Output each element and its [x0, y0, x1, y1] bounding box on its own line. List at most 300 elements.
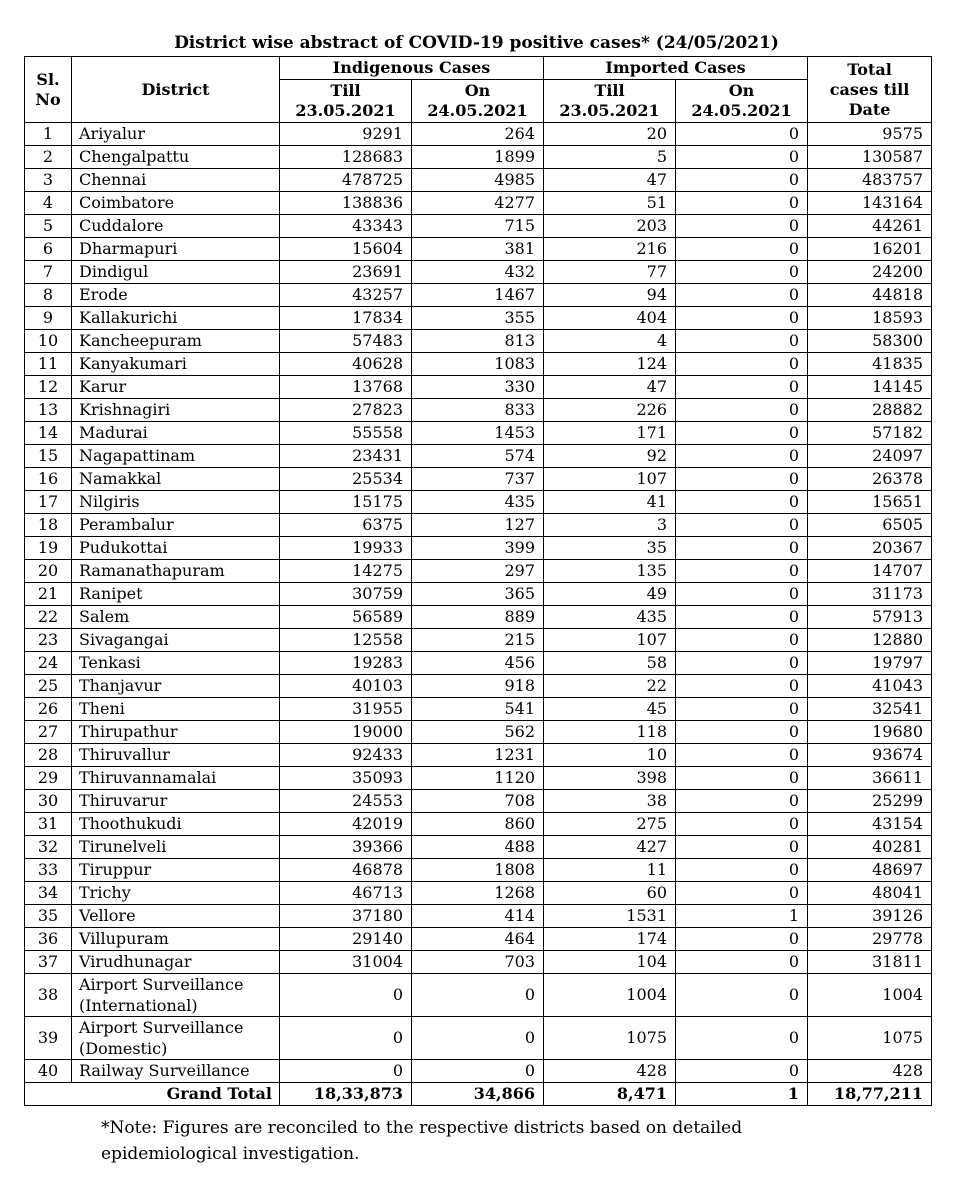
row-district: Kanyakumari [72, 353, 280, 376]
row-imported-on: 0 [676, 951, 808, 974]
row-indigenous-on: 264 [412, 123, 544, 146]
row-imported-on: 0 [676, 238, 808, 261]
row-imported-till: 104 [544, 951, 676, 974]
table-row [25, 192, 932, 215]
row-imported-till: 5 [544, 146, 676, 169]
row-total: 130587 [808, 146, 932, 169]
row-district: Airport Surveillance (International) [72, 974, 280, 1017]
row-indigenous-on: 365 [412, 583, 544, 606]
row-total: 6505 [808, 514, 932, 537]
row-indigenous-on: 708 [412, 790, 544, 813]
row-district: Ramanathapuram [72, 560, 280, 583]
header-total: Total cases till Date [808, 57, 932, 123]
row-total: 19797 [808, 652, 932, 675]
row-total: 28882 [808, 399, 932, 422]
row-imported-till: 107 [544, 629, 676, 652]
row-district: Salem [72, 606, 280, 629]
table-row [25, 238, 932, 261]
grand-total-label: Grand Total [25, 1083, 280, 1106]
row-sl-no: 33 [25, 859, 72, 882]
row-indigenous-till: 23431 [280, 445, 412, 468]
table-row [25, 606, 932, 629]
table-row [25, 928, 932, 951]
row-sl-no: 21 [25, 583, 72, 606]
row-imported-till: 92 [544, 445, 676, 468]
row-imported-till: 435 [544, 606, 676, 629]
header-district: District [72, 57, 280, 123]
row-indigenous-on: 127 [412, 514, 544, 537]
table-row [25, 974, 932, 1017]
row-district: Kallakurichi [72, 307, 280, 330]
row-indigenous-till: 14275 [280, 560, 412, 583]
row-indigenous-till: 46713 [280, 882, 412, 905]
row-imported-on: 0 [676, 468, 808, 491]
row-district: Chennai [72, 169, 280, 192]
row-imported-on: 0 [676, 169, 808, 192]
row-imported-on: 0 [676, 928, 808, 951]
row-imported-till: 45 [544, 698, 676, 721]
row-indigenous-on: 464 [412, 928, 544, 951]
table-row [25, 330, 932, 353]
row-imported-on: 0 [676, 882, 808, 905]
row-indigenous-till: 0 [280, 1017, 412, 1060]
row-sl-no: 37 [25, 951, 72, 974]
row-sl-no: 29 [25, 767, 72, 790]
row-district: Ranipet [72, 583, 280, 606]
row-sl-no: 28 [25, 744, 72, 767]
table-row [25, 767, 932, 790]
row-imported-on: 0 [676, 422, 808, 445]
grand-total-row [25, 1083, 932, 1106]
row-indigenous-till: 15175 [280, 491, 412, 514]
row-indigenous-on: 1453 [412, 422, 544, 445]
row-indigenous-till: 17834 [280, 307, 412, 330]
row-imported-till: 22 [544, 675, 676, 698]
table-row [25, 468, 932, 491]
row-sl-no: 24 [25, 652, 72, 675]
row-total: 25299 [808, 790, 932, 813]
page-title: District wise abstract of COVID-19 positive cases* (24/05/2021) [174, 33, 779, 53]
table-row [25, 215, 932, 238]
row-district: Thirupathur [72, 721, 280, 744]
row-indigenous-on: 1899 [412, 146, 544, 169]
row-district: Madurai [72, 422, 280, 445]
row-imported-till: 174 [544, 928, 676, 951]
row-total: 32541 [808, 698, 932, 721]
row-indigenous-till: 55558 [280, 422, 412, 445]
row-indigenous-till: 24553 [280, 790, 412, 813]
row-sl-no: 40 [25, 1060, 72, 1083]
row-sl-no: 7 [25, 261, 72, 284]
row-imported-on: 0 [676, 859, 808, 882]
row-total: 24200 [808, 261, 932, 284]
row-district: Airport Surveillance (Domestic) [72, 1017, 280, 1060]
row-sl-no: 1 [25, 123, 72, 146]
row-indigenous-till: 13768 [280, 376, 412, 399]
row-sl-no: 38 [25, 974, 72, 1017]
row-district: Nilgiris [72, 491, 280, 514]
table-row [25, 491, 932, 514]
row-imported-on: 0 [676, 123, 808, 146]
row-sl-no: 23 [25, 629, 72, 652]
row-indigenous-till: 56589 [280, 606, 412, 629]
table-row [25, 284, 932, 307]
row-imported-on: 0 [676, 583, 808, 606]
row-total: 48041 [808, 882, 932, 905]
row-indigenous-on: 456 [412, 652, 544, 675]
row-indigenous-till: 92433 [280, 744, 412, 767]
row-district: Theni [72, 698, 280, 721]
row-imported-on: 0 [676, 192, 808, 215]
table-row [25, 675, 932, 698]
table-row [25, 123, 932, 146]
row-total: 16201 [808, 238, 932, 261]
row-district: Virudhunagar [72, 951, 280, 974]
row-total: 12880 [808, 629, 932, 652]
row-imported-on: 0 [676, 974, 808, 1017]
row-total: 14145 [808, 376, 932, 399]
row-indigenous-on: 737 [412, 468, 544, 491]
row-total: 15651 [808, 491, 932, 514]
row-indigenous-on: 715 [412, 215, 544, 238]
row-imported-till: 428 [544, 1060, 676, 1083]
row-indigenous-on: 1808 [412, 859, 544, 882]
row-indigenous-till: 19283 [280, 652, 412, 675]
row-district: Thiruvarur [72, 790, 280, 813]
row-indigenous-on: 4985 [412, 169, 544, 192]
row-sl-no: 4 [25, 192, 72, 215]
row-indigenous-till: 39366 [280, 836, 412, 859]
row-imported-till: 1531 [544, 905, 676, 928]
row-imported-till: 124 [544, 353, 676, 376]
row-indigenous-on: 215 [412, 629, 544, 652]
row-imported-till: 135 [544, 560, 676, 583]
row-indigenous-till: 138836 [280, 192, 412, 215]
header-imported-till: Till 23.05.2021 [544, 80, 676, 123]
grand-total-imported-till: 8,471 [544, 1083, 676, 1106]
row-imported-on: 0 [676, 698, 808, 721]
row-indigenous-on: 918 [412, 675, 544, 698]
row-district: Thoothukudi [72, 813, 280, 836]
row-indigenous-till: 46878 [280, 859, 412, 882]
row-indigenous-on: 297 [412, 560, 544, 583]
grand-total-indigenous-on: 34,866 [412, 1083, 544, 1106]
row-imported-on: 0 [676, 629, 808, 652]
row-indigenous-till: 19933 [280, 537, 412, 560]
row-indigenous-on: 1083 [412, 353, 544, 376]
row-imported-on: 0 [676, 399, 808, 422]
row-sl-no: 22 [25, 606, 72, 629]
row-district: Ariyalur [72, 123, 280, 146]
table-row [25, 1017, 932, 1060]
row-indigenous-till: 19000 [280, 721, 412, 744]
row-total: 40281 [808, 836, 932, 859]
table-row [25, 146, 932, 169]
row-imported-on: 0 [676, 537, 808, 560]
row-total: 44818 [808, 284, 932, 307]
row-imported-till: 1075 [544, 1017, 676, 1060]
row-imported-on: 0 [676, 836, 808, 859]
row-indigenous-on: 1268 [412, 882, 544, 905]
row-indigenous-till: 25534 [280, 468, 412, 491]
row-sl-no: 20 [25, 560, 72, 583]
row-indigenous-till: 31004 [280, 951, 412, 974]
row-indigenous-on: 703 [412, 951, 544, 974]
row-imported-on: 0 [676, 215, 808, 238]
table-row [25, 629, 932, 652]
row-district: Thiruvallur [72, 744, 280, 767]
row-indigenous-on: 0 [412, 1060, 544, 1083]
row-imported-till: 47 [544, 376, 676, 399]
row-indigenous-on: 355 [412, 307, 544, 330]
row-total: 43154 [808, 813, 932, 836]
row-sl-no: 36 [25, 928, 72, 951]
row-indigenous-till: 478725 [280, 169, 412, 192]
row-imported-on: 0 [676, 1017, 808, 1060]
table-row [25, 652, 932, 675]
row-imported-till: 203 [544, 215, 676, 238]
row-indigenous-on: 488 [412, 836, 544, 859]
row-sl-no: 27 [25, 721, 72, 744]
row-imported-on: 0 [676, 652, 808, 675]
row-imported-on: 0 [676, 330, 808, 353]
table-row [25, 514, 932, 537]
row-indigenous-till: 40628 [280, 353, 412, 376]
row-sl-no: 10 [25, 330, 72, 353]
row-sl-no: 30 [25, 790, 72, 813]
row-imported-till: 51 [544, 192, 676, 215]
row-imported-till: 1004 [544, 974, 676, 1017]
row-indigenous-on: 0 [412, 1017, 544, 1060]
row-indigenous-till: 35093 [280, 767, 412, 790]
grand-total-cases: 18,77,211 [808, 1083, 932, 1106]
row-indigenous-till: 29140 [280, 928, 412, 951]
row-sl-no: 35 [25, 905, 72, 928]
row-total: 26378 [808, 468, 932, 491]
row-indigenous-till: 57483 [280, 330, 412, 353]
row-total: 9575 [808, 123, 932, 146]
table-body [25, 123, 932, 1083]
row-district: Dharmapuri [72, 238, 280, 261]
row-indigenous-on: 0 [412, 974, 544, 1017]
row-sl-no: 15 [25, 445, 72, 468]
row-indigenous-till: 37180 [280, 905, 412, 928]
row-imported-on: 1 [676, 905, 808, 928]
row-indigenous-till: 30759 [280, 583, 412, 606]
row-indigenous-on: 1467 [412, 284, 544, 307]
row-total: 1075 [808, 1017, 932, 1060]
row-indigenous-on: 435 [412, 491, 544, 514]
table-row [25, 583, 932, 606]
row-imported-till: 216 [544, 238, 676, 261]
row-sl-no: 14 [25, 422, 72, 445]
row-district: Coimbatore [72, 192, 280, 215]
row-total: 31811 [808, 951, 932, 974]
table-row [25, 905, 932, 928]
row-imported-on: 0 [676, 721, 808, 744]
row-sl-no: 5 [25, 215, 72, 238]
table-row [25, 376, 932, 399]
row-imported-on: 0 [676, 560, 808, 583]
table-row [25, 790, 932, 813]
row-imported-on: 0 [676, 606, 808, 629]
table-row [25, 698, 932, 721]
row-indigenous-on: 432 [412, 261, 544, 284]
row-sl-no: 26 [25, 698, 72, 721]
row-imported-till: 275 [544, 813, 676, 836]
row-sl-no: 9 [25, 307, 72, 330]
row-total: 31173 [808, 583, 932, 606]
row-sl-no: 12 [25, 376, 72, 399]
row-indigenous-on: 833 [412, 399, 544, 422]
row-total: 1004 [808, 974, 932, 1017]
table-row [25, 422, 932, 445]
row-imported-till: 226 [544, 399, 676, 422]
row-imported-till: 47 [544, 169, 676, 192]
row-district: Sivagangai [72, 629, 280, 652]
row-indigenous-on: 399 [412, 537, 544, 560]
row-imported-on: 0 [676, 767, 808, 790]
row-sl-no: 39 [25, 1017, 72, 1060]
row-district: Vellore [72, 905, 280, 928]
row-district: Trichy [72, 882, 280, 905]
row-indigenous-on: 1231 [412, 744, 544, 767]
row-total: 19680 [808, 721, 932, 744]
row-indigenous-on: 381 [412, 238, 544, 261]
row-imported-till: 171 [544, 422, 676, 445]
row-district: Perambalur [72, 514, 280, 537]
row-district: Villupuram [72, 928, 280, 951]
row-imported-till: 11 [544, 859, 676, 882]
row-imported-till: 118 [544, 721, 676, 744]
row-total: 36611 [808, 767, 932, 790]
header-indigenous: Indigenous Cases [280, 57, 544, 80]
row-imported-till: 398 [544, 767, 676, 790]
row-total: 24097 [808, 445, 932, 468]
row-district: Thiruvannamalai [72, 767, 280, 790]
row-imported-till: 20 [544, 123, 676, 146]
row-indigenous-till: 12558 [280, 629, 412, 652]
row-district: Erode [72, 284, 280, 307]
table-row [25, 721, 932, 744]
row-sl-no: 13 [25, 399, 72, 422]
row-total: 41043 [808, 675, 932, 698]
row-indigenous-on: 1120 [412, 767, 544, 790]
table-row [25, 836, 932, 859]
row-indigenous-till: 0 [280, 974, 412, 1017]
row-indigenous-on: 574 [412, 445, 544, 468]
grand-total-indigenous-till: 18,33,873 [280, 1083, 412, 1106]
row-indigenous-till: 42019 [280, 813, 412, 836]
row-total: 143164 [808, 192, 932, 215]
row-total: 48697 [808, 859, 932, 882]
row-indigenous-till: 23691 [280, 261, 412, 284]
row-imported-on: 0 [676, 353, 808, 376]
header-imported-on: On 24.05.2021 [676, 80, 808, 123]
row-total: 41835 [808, 353, 932, 376]
row-imported-on: 0 [676, 261, 808, 284]
row-district: Tirunelveli [72, 836, 280, 859]
row-indigenous-on: 860 [412, 813, 544, 836]
table-row [25, 537, 932, 560]
row-total: 44261 [808, 215, 932, 238]
row-imported-on: 0 [676, 307, 808, 330]
row-imported-till: 58 [544, 652, 676, 675]
row-district: Nagapattinam [72, 445, 280, 468]
row-imported-on: 0 [676, 1060, 808, 1083]
row-imported-till: 3 [544, 514, 676, 537]
row-imported-till: 60 [544, 882, 676, 905]
row-imported-till: 94 [544, 284, 676, 307]
row-sl-no: 25 [25, 675, 72, 698]
row-district: Krishnagiri [72, 399, 280, 422]
row-imported-on: 0 [676, 376, 808, 399]
table-row [25, 353, 932, 376]
row-sl-no: 31 [25, 813, 72, 836]
row-sl-no: 11 [25, 353, 72, 376]
row-imported-till: 404 [544, 307, 676, 330]
row-total: 483757 [808, 169, 932, 192]
row-indigenous-till: 15604 [280, 238, 412, 261]
table-row [25, 951, 932, 974]
table-row [25, 859, 932, 882]
row-imported-on: 0 [676, 813, 808, 836]
table-row [25, 399, 932, 422]
footnote: *Note: Figures are reconciled to the respective districts based on detailed epidemiological investigation. [101, 1118, 743, 1164]
row-district: Chengalpattu [72, 146, 280, 169]
row-district: Karur [72, 376, 280, 399]
row-imported-till: 77 [544, 261, 676, 284]
row-imported-on: 0 [676, 146, 808, 169]
row-district: Tiruppur [72, 859, 280, 882]
row-imported-till: 4 [544, 330, 676, 353]
row-indigenous-till: 9291 [280, 123, 412, 146]
row-sl-no: 17 [25, 491, 72, 514]
table-row [25, 813, 932, 836]
header-indigenous-till: Till 23.05.2021 [280, 80, 412, 123]
row-total: 14707 [808, 560, 932, 583]
row-indigenous-till: 40103 [280, 675, 412, 698]
row-imported-till: 49 [544, 583, 676, 606]
row-indigenous-till: 0 [280, 1060, 412, 1083]
row-imported-till: 427 [544, 836, 676, 859]
row-sl-no: 6 [25, 238, 72, 261]
row-district: Railway Surveillance [72, 1060, 280, 1083]
table-row [25, 744, 932, 767]
table-row [25, 261, 932, 284]
row-sl-no: 3 [25, 169, 72, 192]
row-imported-on: 0 [676, 514, 808, 537]
row-indigenous-on: 813 [412, 330, 544, 353]
row-indigenous-till: 6375 [280, 514, 412, 537]
row-district: Kancheepuram [72, 330, 280, 353]
row-imported-till: 41 [544, 491, 676, 514]
row-imported-on: 0 [676, 790, 808, 813]
row-district: Dindigul [72, 261, 280, 284]
row-sl-no: 34 [25, 882, 72, 905]
row-indigenous-till: 43257 [280, 284, 412, 307]
row-district: Tenkasi [72, 652, 280, 675]
row-district: Cuddalore [72, 215, 280, 238]
row-indigenous-on: 541 [412, 698, 544, 721]
row-sl-no: 16 [25, 468, 72, 491]
header-imported: Imported Cases [544, 57, 808, 80]
row-total: 39126 [808, 905, 932, 928]
row-total: 57182 [808, 422, 932, 445]
row-imported-till: 107 [544, 468, 676, 491]
district-cases-table [24, 56, 932, 1106]
header-indigenous-on: On 24.05.2021 [412, 80, 544, 123]
